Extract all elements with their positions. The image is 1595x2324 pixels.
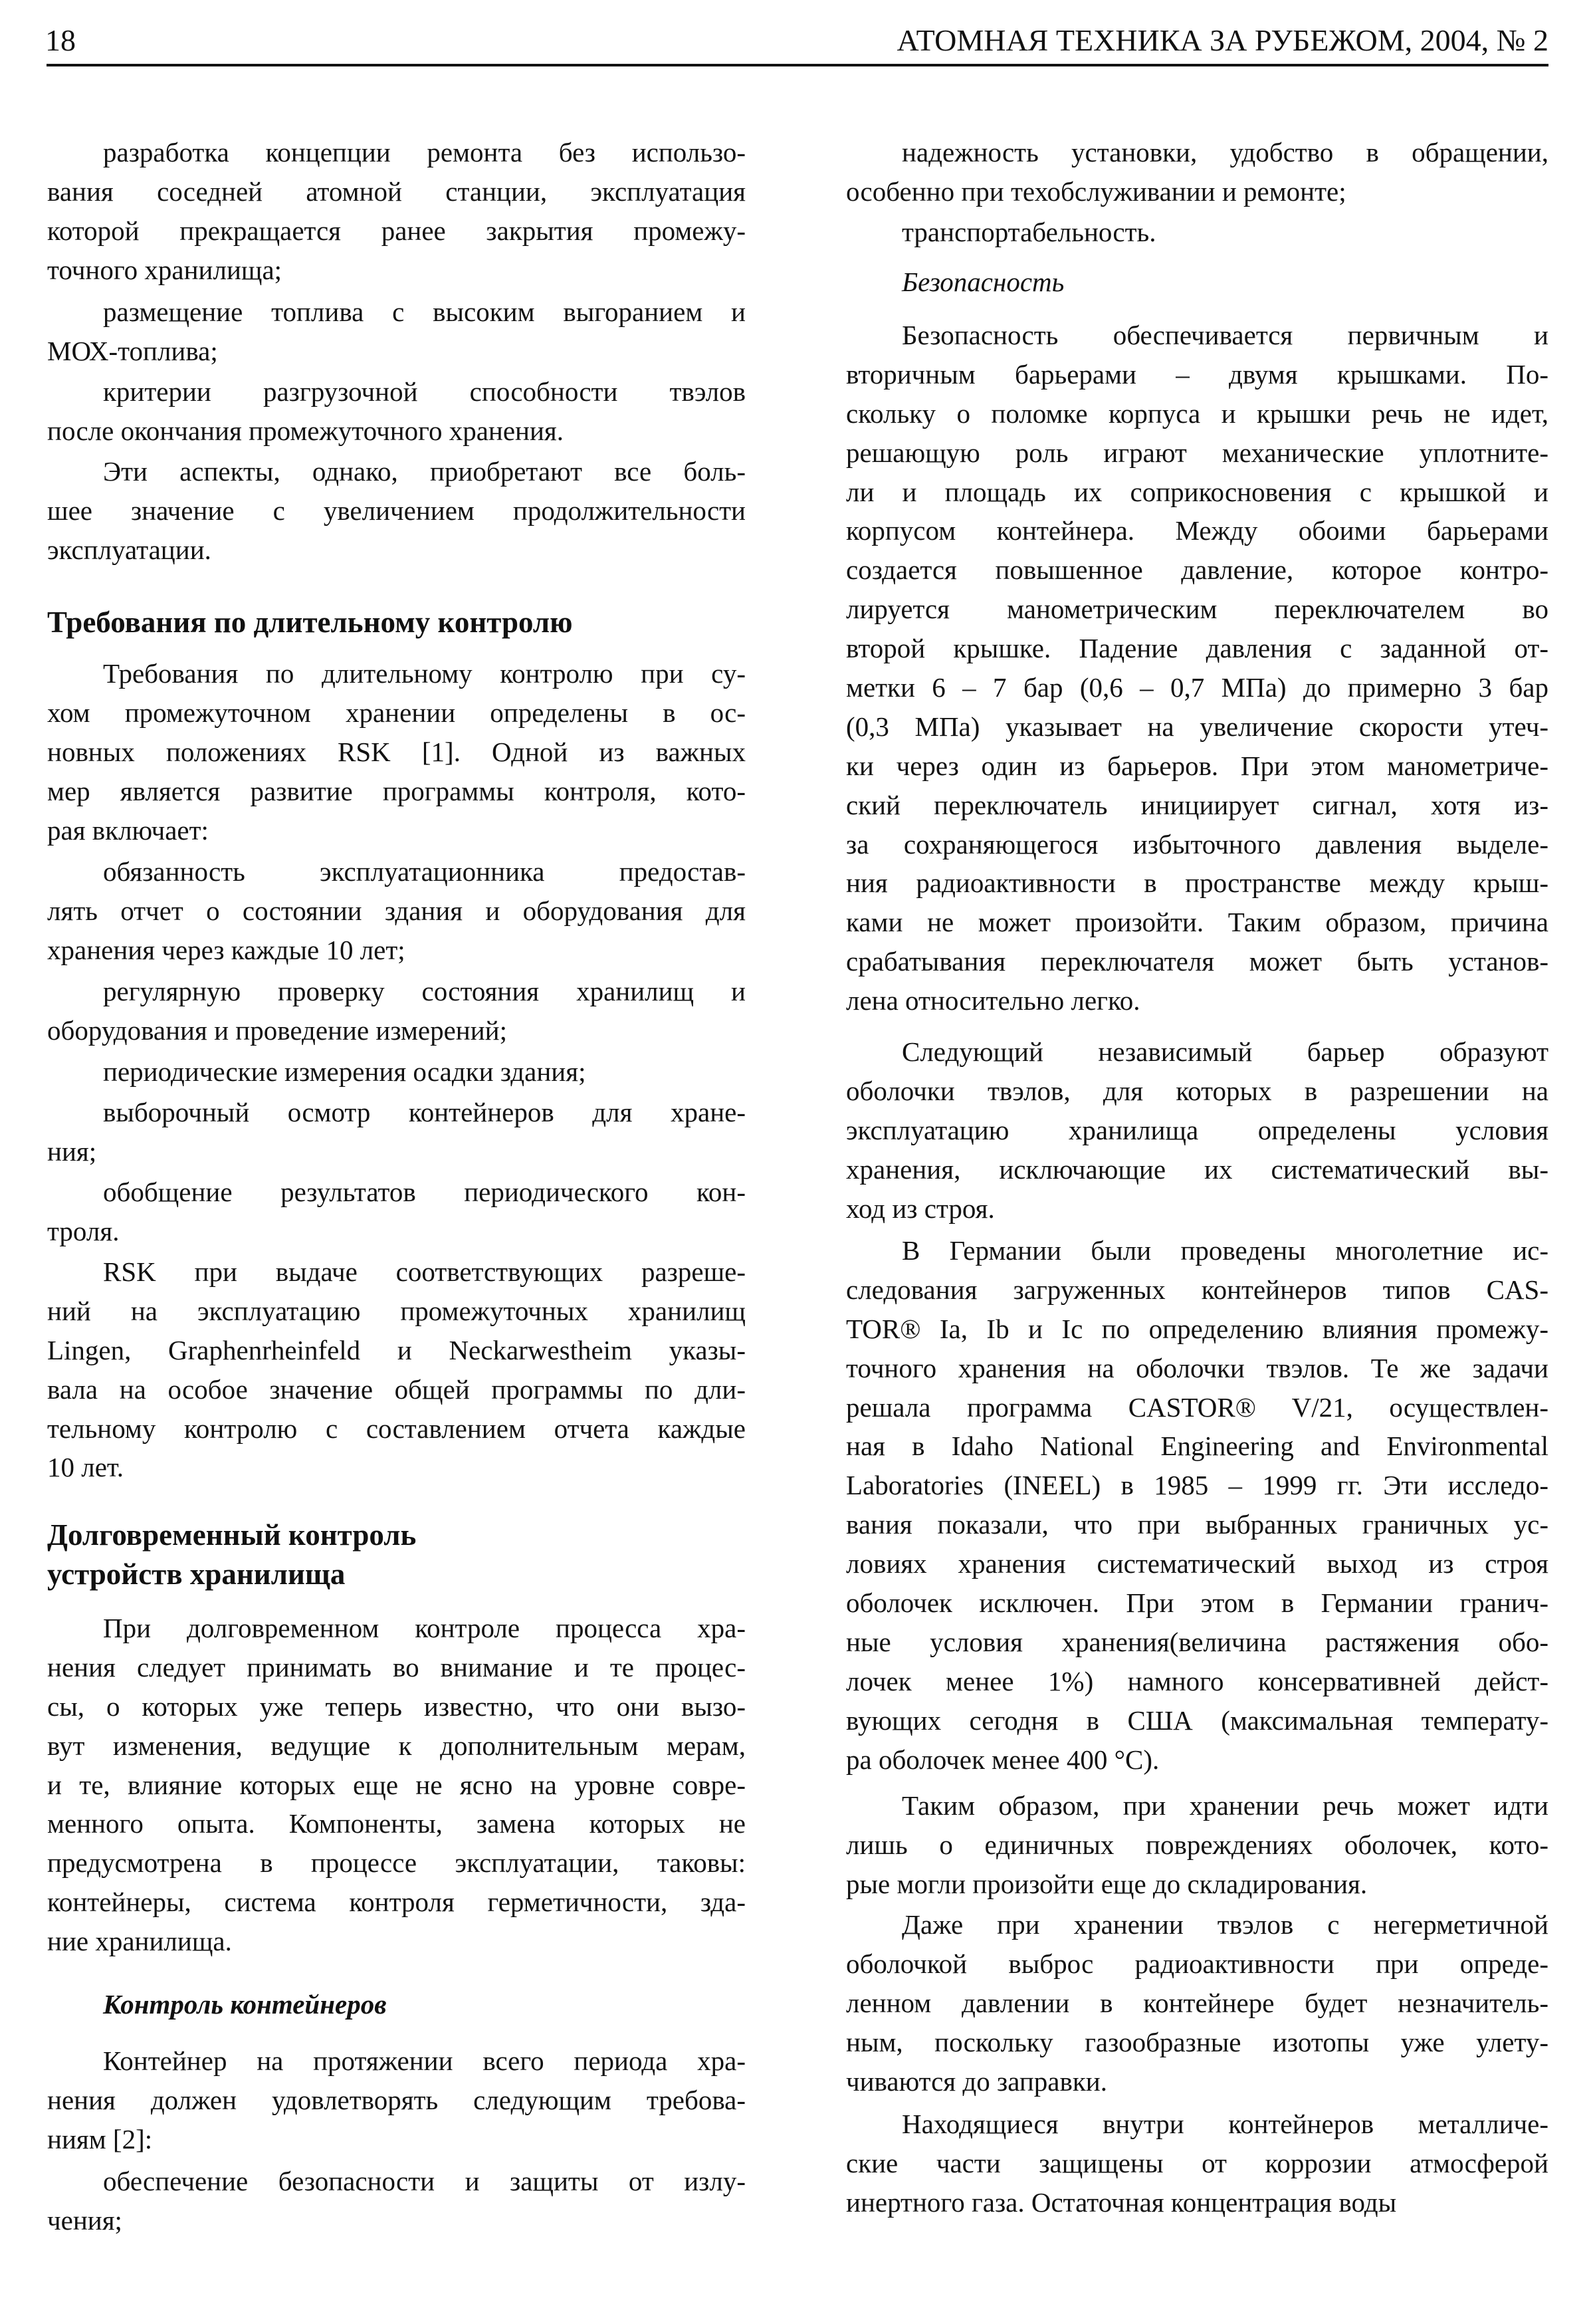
text-line: новных положениях RSK [1]. Одной из важных [47, 736, 746, 767]
text-line: обобщение результатов периодического кон- [103, 1177, 746, 1207]
text-line: вующих сегодня в США (максимальная температу- [846, 1704, 1548, 1736]
section-heading [47, 603, 746, 642]
text-line: лируется манометрическим переключателем во [846, 594, 1548, 625]
paragraph [47, 452, 746, 570]
text-line: ниям [2]: [47, 2123, 153, 2154]
text-line: Требования по длительному контролю [47, 606, 573, 639]
paragraph [47, 2041, 746, 2159]
text-line: надежность установки, удобство в обращении, [902, 137, 1548, 168]
text-line: лять отчет о состоянии здания и оборудования для [47, 895, 746, 926]
paragraph [47, 292, 746, 371]
text-line: Эти аспекты, однако, приобретают все боль- [103, 456, 746, 487]
paragraph [47, 1252, 746, 1487]
text-line: сы, о которых уже теперь известно, что они вызо- [47, 1690, 746, 1722]
paragraph [47, 2162, 746, 2240]
text-line: хранения, исключающие их систематический вы- [846, 1153, 1548, 1185]
paragraph [47, 372, 746, 451]
paragraph [47, 1609, 746, 1961]
text-line: оболочек исключен. При этом в Германии гранич- [846, 1587, 1548, 1619]
text-line: эксплуатацию хранилища определены условия [846, 1114, 1548, 1145]
text-line: инертного газа. Остаточная концентрация воды [846, 2186, 1397, 2218]
text-line: и те, влияние которых еще не ясно на уровне совре- [47, 1769, 746, 1800]
text-line: МОХ-топлива; [47, 335, 218, 366]
text-line: вала на особое значение общей программы по дли- [47, 1373, 746, 1405]
text-line: При долговременном контроле процесса хра- [103, 1613, 746, 1643]
text-line: ние хранилища. [47, 1926, 232, 1957]
text-line: обеспечение безопасности и защиты от излу- [103, 2166, 746, 2196]
text-line: В Германии были проведены многолетние ис- [902, 1235, 1548, 1266]
text-line: Безопасность обеспечивается первичным и [902, 320, 1548, 350]
text-line: ход из строя. [846, 1193, 995, 1224]
text-line: точного хранилища; [47, 254, 282, 285]
text-line: срабатывания переключателя может быть установ- [846, 946, 1548, 977]
text-line: транспортабельность. [902, 217, 1156, 247]
text-line: вторичным барьерами – двумя крышками. По- [846, 358, 1548, 390]
text-line: за сохраняющегося избыточного давления выделе- [846, 828, 1548, 860]
text-line: рая включает: [47, 814, 209, 846]
text-line: контейнеры, система контроля герметичности, зда- [47, 1887, 746, 1918]
paragraph [47, 1173, 746, 1251]
text-line: Контейнер на протяжении всего периода хра- [103, 2045, 746, 2076]
text-line: Laboratories (INEEL) в 1985 – 1999 гг. Эти исследо- [846, 1470, 1548, 1501]
paragraph [846, 1032, 1548, 1228]
text-line: мер является развитие программы контроля, кото- [47, 775, 746, 806]
text-line: лишь о единичных повреждениях оболочек, кото- [846, 1829, 1548, 1860]
text-line: разработка концепции ремонта без использо- [103, 137, 746, 168]
text-line: ские части защищены от коррозии атмосферой [846, 2147, 1548, 2178]
text-line: устройств хранилища [47, 1557, 346, 1591]
text-line: (0,3 МПа) указывает на увеличение скорости утеч- [846, 711, 1548, 742]
text-line: оболочкой выброс радиоактивности при опреде- [846, 1948, 1548, 1979]
text-line: Даже при хранении твэлов с негерметичной [902, 1909, 1548, 1940]
text-line: Долговременный контроль [47, 1518, 417, 1552]
page-number: 18 [45, 23, 76, 57]
paragraph [846, 1905, 1548, 2101]
paragraph [47, 1093, 746, 1171]
text-line: оборудования и проведение измерений; [47, 1014, 508, 1046]
text-line: метки 6 – 7 бар (0,6 – 0,7 МПа) до примерно 3 бар [846, 672, 1548, 703]
text-line: оболочки твэлов, для которых в разрешении на [846, 1075, 1548, 1106]
text-line: 10 лет. [47, 1452, 124, 1483]
text-line: вут изменения, ведущие к дополнительным мерам, [47, 1730, 746, 1761]
text-line: TOR® Ia, Ib и Ic по определению влияния промежу- [846, 1313, 1548, 1344]
text-line: Контроль контейнеров [103, 1989, 387, 2020]
text-line: троля. [47, 1215, 120, 1246]
text-line: чиваются до заправки. [846, 2065, 1107, 2097]
text-line: вания показали, что при выбранных граничных ус- [846, 1509, 1548, 1540]
text-line: Lingen, Graphenrheinfeld и Neckarwestheim указы- [47, 1334, 746, 1365]
text-line: корпусом контейнера. Между обоими барьерами [846, 515, 1548, 546]
paragraph [47, 133, 746, 290]
text-line: ния радиоактивности в пространстве между крыш- [846, 868, 1548, 899]
text-line: после окончания промежуточного хранения. [47, 415, 564, 446]
section-heading [846, 263, 1548, 302]
text-line: тельному контролю с составлением отчета каждые [47, 1413, 746, 1444]
running-header-journal-title: АТОМНАЯ ТЕХНИКА ЗА РУБЕЖОМ, 2004, № 2 [897, 23, 1548, 57]
text-line: ная в Idaho National Engineering and Environmental [846, 1431, 1548, 1462]
paragraph [846, 1786, 1548, 1904]
text-line: ками не может произойти. Таким образом, причина [846, 907, 1548, 938]
text-line: решающую роль играют механические уплотните- [846, 437, 1548, 468]
text-line: Таким образом, при хранении речь может идти [902, 1790, 1548, 1821]
text-line: лена относительно легко. [846, 985, 1140, 1016]
text-line: Безопасность [902, 267, 1065, 297]
text-line: периодические измерения осадки здания; [103, 1056, 586, 1087]
paragraph [47, 1052, 746, 1092]
text-line: нения следует принимать во внимание и те процес- [47, 1651, 746, 1683]
text-line: ли и площадь их соприкосновения с крышкой и [846, 476, 1548, 507]
text-line: чения; [47, 2204, 122, 2236]
text-line: особенно при техобслуживании и ремонте; [846, 175, 1346, 207]
text-line: предусмотрена в процессе эксплуатации, таковы: [47, 1847, 746, 1879]
section-heading [47, 1985, 746, 2024]
paragraph [846, 213, 1548, 252]
text-line: ным, поскольку газообразные изотопы уже улету- [846, 2026, 1548, 2057]
text-line: следования загруженных контейнеров типов CAS- [846, 1274, 1548, 1305]
text-line: ний на эксплуатацию промежуточных хранилищ [47, 1295, 746, 1326]
text-line: хранения через каждые 10 лет; [47, 934, 405, 965]
text-line: эксплуатации. [47, 534, 211, 565]
text-line: ра оболочек менее 400 °С). [846, 1744, 1160, 1775]
paragraph [47, 654, 746, 850]
text-line: Находящиеся внутри контейнеров металличе- [902, 2109, 1548, 2139]
text-line: RSK при выдаче соответствующих разреше- [103, 1256, 746, 1287]
text-line: скольку о поломке корпуса и крышки речь не идет, [846, 398, 1548, 429]
text-line: менного опыта. Компоненты, замена которых не [47, 1808, 746, 1839]
text-line: Следующий независимый барьер образуют [902, 1036, 1548, 1067]
text-line: ные условия хранения(величина растяжения обо- [846, 1626, 1548, 1657]
text-line: шее значение с увеличением продолжительности [47, 495, 746, 526]
paragraph [47, 972, 746, 1050]
text-line: критерии разгрузочной способности твэлов [103, 376, 746, 407]
text-line: вания соседней атомной станции, эксплуатация [47, 175, 746, 207]
text-line: размещение топлива с высоким выгоранием и [103, 296, 746, 327]
header-rule [47, 64, 1548, 66]
text-line: ский переключатель инициирует сигнал, хотя из- [846, 789, 1548, 820]
text-line: которой прекращается ранее закрытия промежу- [47, 215, 746, 246]
text-line: лочек менее 1%) намного консервативней дейст- [846, 1665, 1548, 1696]
paragraph [846, 316, 1548, 1020]
paragraph [47, 852, 746, 970]
text-line: ния; [47, 1135, 97, 1167]
paragraph [846, 133, 1548, 211]
paragraph [846, 1231, 1548, 1779]
text-line: ленном давлении в контейнере будет незначитель- [846, 1987, 1548, 2018]
text-line: нения должен удовлетворять следующим требова- [47, 2084, 746, 2115]
section-heading [47, 1516, 746, 1594]
text-line: обязанность эксплуатационника предостав- [103, 856, 746, 887]
text-line: регулярную проверку состояния хранилищ и [103, 976, 746, 1006]
text-line: создается повышенное давление, которое контро- [846, 554, 1548, 586]
text-line: точного хранения на оболочки твэлов. Те же задачи [846, 1352, 1548, 1383]
text-line: хом промежуточном хранении определены в ос- [47, 697, 746, 728]
text-line: ловиях хранения систематический выход из строя [846, 1548, 1548, 1579]
text-line: решала программа CASTOR® V/21, осуществлен- [846, 1391, 1548, 1423]
text-line: второй крышке. Падение давления с заданной от- [846, 633, 1548, 664]
text-line: выборочный осмотр контейнеров для хране- [103, 1097, 746, 1127]
text-line: Требования по длительному контролю при су- [103, 658, 746, 689]
text-line: ки через один из барьеров. При этом манометриче- [846, 750, 1548, 781]
text-line: рые могли произойти еще до складирования. [846, 1868, 1368, 1899]
paragraph [846, 2105, 1548, 2222]
